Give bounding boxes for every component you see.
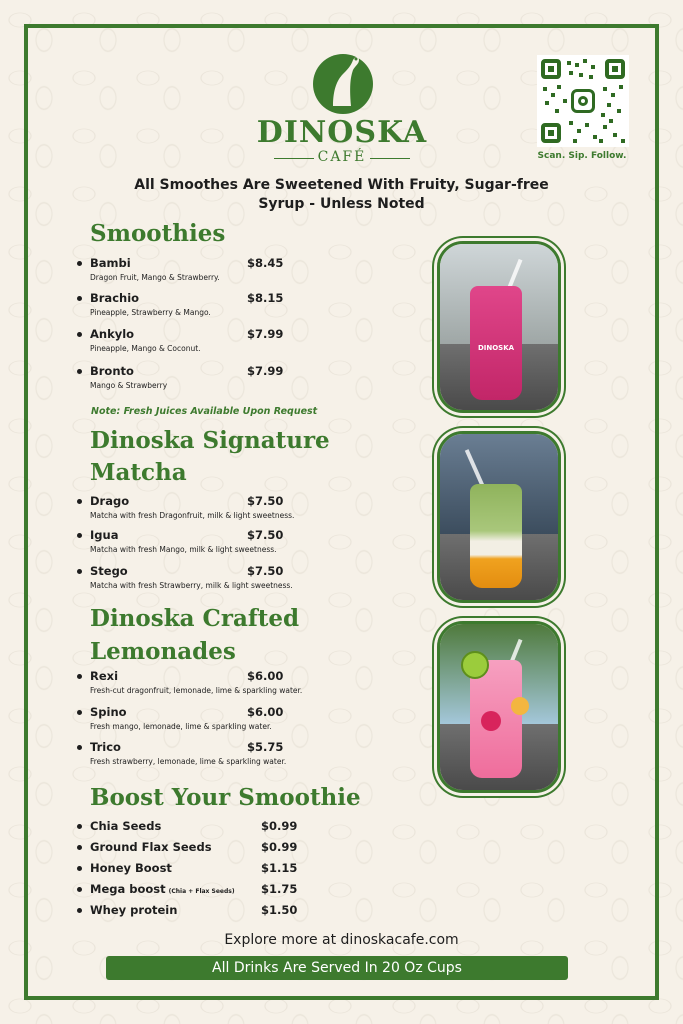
bullet-icon [77,261,82,266]
item-price: $0.99 [261,819,298,833]
item-price: $6.00 [247,705,284,719]
matcha-photo [437,431,561,603]
item-name: Bronto [90,364,134,378]
item-name: Igua [90,528,119,542]
item-price: $7.99 [247,364,284,378]
item-description: Matcha with fresh Dragonfruit, milk & light sweetness. [90,511,295,520]
smoothies-title: Smoothies [90,220,226,247]
item-name: Bambi [90,256,131,270]
item-price: $0.99 [261,840,298,854]
item-name: Whey protein [90,903,178,917]
item-price: $7.99 [247,327,284,341]
bullet-icon [77,369,82,374]
bullet-icon [77,866,82,871]
bullet-icon [77,332,82,337]
lemonade-photo [437,621,561,793]
item-description: Dragon Fruit, Mango & Strawberry. [90,273,220,282]
fresh-juice-note: Note: Fresh Juices Available Upon Request [91,406,318,417]
dragonfruit-icon [480,710,502,732]
item-name [90,882,235,896]
item-name: Rexi [90,669,119,683]
item-price: $6.00 [247,669,284,683]
item-price: $1.75 [261,882,298,896]
item-description: Matcha with fresh Strawberry, milk & light sweetness. [90,581,293,590]
item-description: Fresh-cut dragonfruit, lemonade, lime & sparkling water. [90,686,303,695]
item-price: $5.75 [247,740,284,754]
item-description: Matcha with fresh Mango, milk & light sweetness. [90,545,277,554]
item-price: $7.50 [247,528,284,542]
dinosaur-logo-icon [311,50,375,114]
intro-text: All Smoothes Are Sweetened With Fruity, Sugar-free Syrup - Unless Noted [134,177,549,212]
item-price: $1.50 [261,903,298,917]
bullet-icon [77,710,82,715]
item-name-note: (Chia + Flax Seeds) [168,888,235,895]
mango-slice-icon [510,696,530,716]
cup-size-banner: All Drinks Are Served In 20 Oz Cups [106,956,568,980]
item-name: Brachio [90,291,140,305]
item-price: $7.50 [247,494,284,508]
smoothie-photo [437,241,561,413]
item-description: Fresh strawberry, lemonade, lime & sparkling water. [90,757,287,766]
bullet-icon [77,745,82,750]
item-price: $7.50 [247,564,284,578]
boost-title: Boost Your Smoothie [90,784,361,811]
item-name-text: Mega boost [90,882,166,896]
item-name: Stego [90,564,128,578]
website-link[interactable]: Explore more at dinoskacafe.com [224,932,459,948]
instagram-icon [571,89,595,113]
item-name: Ankylo [90,327,135,341]
item-name: Drago [90,494,130,508]
cup-logo: DINOSKA [477,344,515,352]
item-name: Chia Seeds [90,819,162,833]
instagram-qr-code[interactable] [537,55,629,147]
matcha-cup [470,484,522,588]
item-description: Pineapple, Mango & Coconut. [90,344,201,353]
bullet-icon [77,908,82,913]
item-name: Spino [90,705,127,719]
matcha-title-line1: Dinoska Signature [90,427,330,454]
pink-smoothie-cup [470,286,522,400]
bullet-icon [77,887,82,892]
item-name: Honey Boost [90,861,172,875]
item-price: $8.45 [247,256,284,270]
matcha-title-line2: Matcha [90,459,187,486]
bullet-icon [77,674,82,679]
qr-caption: Scan. Sip. Follow. [537,151,627,161]
bullet-icon [77,533,82,538]
bullet-icon [77,824,82,829]
lemonades-title-line2: Lemonades [90,638,236,665]
item-name: Ground Flax Seeds [90,840,212,854]
item-price: $1.15 [261,861,298,875]
item-name: Trico [90,740,121,754]
item-description: Fresh mango, lemonade, lime & sparkling water. [90,722,272,731]
brand-name: DINOSKA [256,115,428,150]
brand-subtitle: CAFÉ [270,149,414,165]
bullet-icon [77,569,82,574]
item-price: $8.15 [247,291,284,305]
bullet-icon [77,499,82,504]
bullet-icon [77,296,82,301]
item-description: Pineapple, Strawberry & Mango. [90,308,211,317]
lemonades-title-line1: Dinoska Crafted [90,605,300,632]
bullet-icon [77,845,82,850]
lime-slice-icon [460,650,490,680]
item-description: Mango & Strawberry [90,381,168,390]
